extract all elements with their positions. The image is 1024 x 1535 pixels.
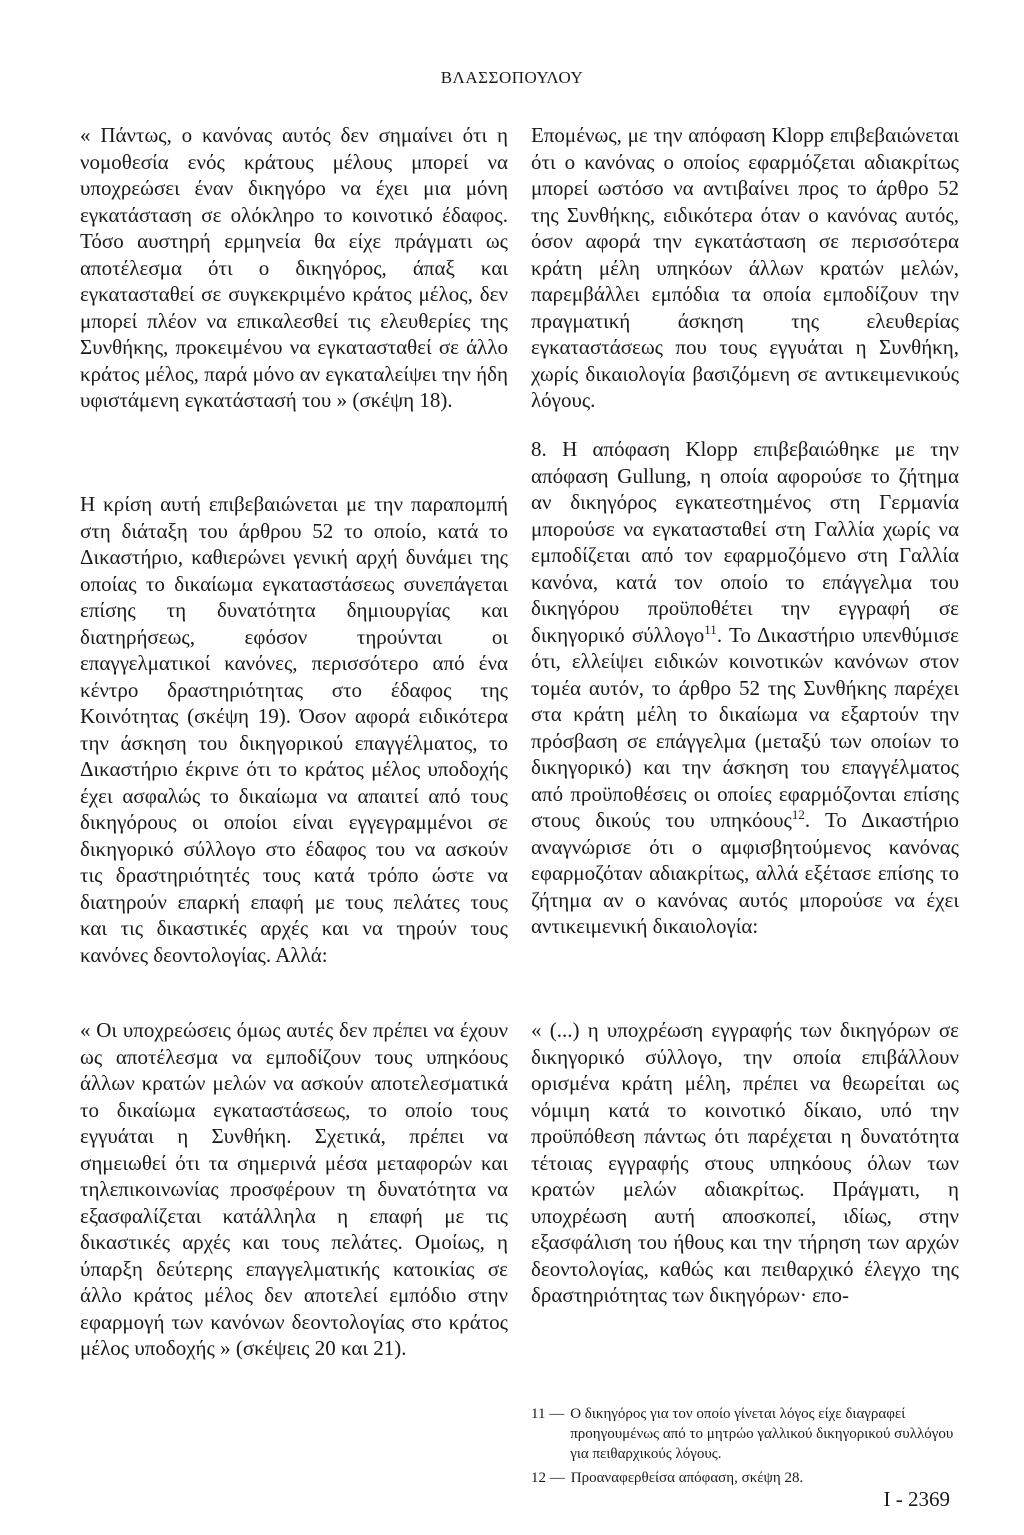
right-paragraph-body-1: Επομένως, με την απόφαση Klopp επιβεβαιώνεται ότι ο κανόνας ο οποίος εφαρμόζεται αδιακρίτως μπορεί ωστόσο να αντιβαίνει προς το άρθρο 52 της Συνθήκης, ειδικότερα όταν ο κανόνας αυτός, όσον αφορά την εγκατάσταση σε περισσότερα κράτη μέλη υπηκόων άλλων κρατών μελών, παρεμβάλλει εμπόδια τα οποία εμποδίζουν την πραγματική άσκηση της ελευθερίας εγκαταστάσεως που τους εγγυάται η Συνθήκη, χωρίς δικαιολογία βασιζόμενη σε αντικειμενικούς λόγους. xyxy=(531,123,959,412)
page-number: I - 2369 xyxy=(883,1487,950,1511)
left-paragraph-quote-1: « Πάντως, ο κανόνας αυτός δεν σημαίνει ότι η νομοθεσία ενός κράτους μέλους μπορεί να υποχρεώσει έναν δικηγόρο να έχει μια μόνη εγκατάσταση σε ολόκληρο το κοινοτικό έδαφος. Τόσο αυστηρή ερμηνεία θα είχε πράγματι ως αποτέλεσμα ότι ο δικηγόρος, άπαξ και εγκατασταθεί σε συγκεκριμένο κράτος μέλος, δεν μπορεί πλέον να επικαλεσθεί τις ελευθερίες της Συνθήκης, προκειμένου να εγκατασταθεί σε άλλο κράτος μέλος, παρά μόνο αν εγκαταλείψει την ήδη υφιστάμενη εγκατάστασή του » (σκέψη 18). xyxy=(80,123,508,412)
right-paragraph-body-2 xyxy=(531,436,959,940)
left-paragraph-body-2: Η κρίση αυτή επιβεβαιώνεται με την παραπομπή στη διάταξη του άρθρου 52 το οποίο, κατά το Δικαστήριο, καθιερώνει γενική αρχή δυνάμει της οποίας το δικαίωμα εγκαταστάσεως συνεπάγεται επίσης τη δυνατότητα δημιουργίας και διατηρήσεως, εφόσον τηρούνται οι επαγγελματικοί κανόνες, περισσότερο από ένα κέντρο δραστηριότητας στο έδαφος της Κοινότητας (σκέψη 19). Όσον αφορά ειδικότερα την άσκηση του δικηγορικού επαγγέλματος, το Δικαστήριο έκρινε ότι το κράτος μέλος υποδοχής έχει ασφαλώς το δικαίωμα να απαιτεί από τους δικηγόρους οι οποίοι είναι εγγεγραμμένοι σε δικηγορικό σύλλογο στο έδαφος του να ασκούν τις δραστηριότητές τους κατά τρόπο ώστε να διατηρούν επαρκή επαφή με τους πελάτες τους και τις δικαστικές αρχές και να τηρούν τους κανόνες δεοντολογίας. Αλλά: xyxy=(80,492,508,967)
footnotes xyxy=(531,1404,959,1492)
footnote-ref-11: 11 xyxy=(704,621,717,637)
footnote-12 xyxy=(531,1468,959,1488)
paragraph-text-segment: . Το Δικαστήριο αναγνώρισε ότι ο αμφισβητούμενος κανόνας εφαρμοζόταν αδιακρίτως, αλλά εξέτασε επίσης το ζήτημα αν ο κανόνας αυτός μπορούσε να έχει αντικειμενική δικαιολογία: xyxy=(531,808,959,938)
running-header: ΒΛΑΣΣΟΠΟΥΛΟΥ xyxy=(440,68,584,87)
footnote-ref-12: 12 xyxy=(791,807,805,822)
footnote-text: Ο δικηγόρος για τον οποίο γίνεται λόγος είχε διαγραφεί προηγουμένως από το μητρώο γαλλικού δικηγορικού συλλόγου για πειθαρχικούς λόγους. xyxy=(570,1406,954,1462)
footnote-number: 11 — xyxy=(531,1406,565,1422)
paragraph-text-segment: . Το Δικαστήριο υπενθύμισε ότι, ελλείψει ειδικών κοινοτικών κανόνων στον τομέα αυτόν, το άρθρο 52 της Συνθήκης παρέχει στα κράτη μέλη το δικαίωμα να εξαρτούν την πρόσβαση σε επάγγελμα (μεταξύ των οποίων το δικηγορικό) και την άσκηση του επαγγέλματος από προϋποθέσεις οι οποίες εφαρμόζονται επίσης στους δικούς του υπηκόους xyxy=(531,622,959,832)
footnote-11 xyxy=(531,1404,959,1464)
footnote-text: Προαναφερθείσα απόφαση, σκέψη 28. xyxy=(570,1470,804,1486)
right-paragraph-quote-3: « (...) η υποχρέωση εγγραφής των δικηγόρων σε δικηγορικό σύλλογο, την οποία επιβάλλουν ορισμένα κράτη μέλη, πρέπει να θεωρείται ως νόμιμη κατά το κοινοτικό δίκαιο, υπό την προϋπόθεση πάντως ότι παρέχεται η δυνατότητα τέτοιας εγγραφής στους υπηκόους όλων των κρατών μελών αδιακρίτως. Πράγματι, η υποχρέωση αυτή αποσκοπεί, ιδίως, στην εξασφάλιση του ήθους και την τήρηση των αρχών δεοντολογίας, καθώς και πειθαρχικό έλεγχο της δραστηριότητας των δικηγόρων· επο- xyxy=(531,1018,959,1307)
footnote-number: 12 — xyxy=(531,1470,565,1486)
paragraph-text-segment: 8. Η απόφαση Klopp επιβεβαιώθηκε με την απόφαση Gullung, η οποία αφορούσε το ζήτημα αν δικηγόρος εγκατεστημένος στη Γερμανία μπορούσε να εγκατασταθεί στη Γαλλία χωρίς να εμποδίζεται από τον εφαρμοζόμενο στη Γαλλία κανόνα, κατά τον οποίο το επάγγελμα του δικηγόρου προϋποθέτει την εγγραφή σε δικηγορικό σύλλογο xyxy=(531,437,959,647)
left-paragraph-quote-3: « Οι υποχρεώσεις όμως αυτές δεν πρέπει να έχουν ως αποτέλεσμα να εμποδίζουν τους υπηκόους άλλων κρατών μελών να ασκούν αποτελεσματικά το δικαίωμα εγκαταστάσεως, το οποίο τους εγγυάται η Συνθήκη. Σχετικά, πρέπει να σημειωθεί ότι τα σημερινά μέσα μεταφορών και τηλεπικοινωνίας προσφέρουν τη δυνατότητα να εξασφαλίζεται κατάλληλα η επαφή με τις δικαστικές αρχές και τους πελάτες. Ομοίως, η ύπαρξη δεύτερης επαγγελματικής κατοικίας σε άλλο κράτος μέλος δεν αποτελεί εμπόδιο στην εφαρμογή των κανόνων δεοντολογίας στο κράτος μέλος υποδοχής » (σκέψεις 20 και 21). xyxy=(80,1018,508,1360)
